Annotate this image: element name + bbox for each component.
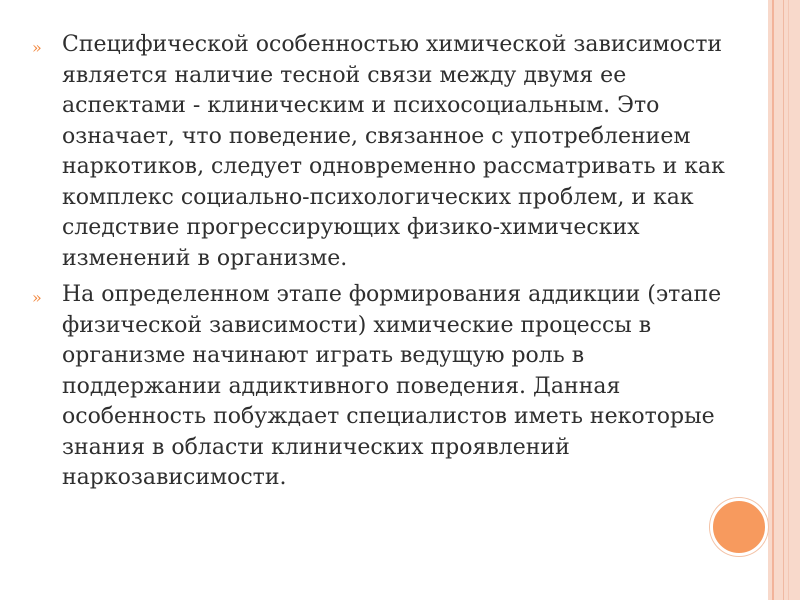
bullet-text: Специфической особенностью химической зависимости является наличие тесной связи между двумя ее аспектами - клиническим и психосоциальным. Это означает, что поведение, связанное с употреблением наркотиков, следует одновременно рассматривать и как комплекс социально-психологических проблем, и как следствие прогрессирующих физико-химических изменений в организме. — [62, 32, 725, 271]
bullet-text: На определенном этапе формирования аддикции (этапе физической зависимости) химические процессы в организме начинают играть ведущую роль в поддержании аддиктивного поведения. Данная особенность побуждает специалистов иметь некоторые знания в области клинических проявлений наркозависимости. — [62, 282, 722, 490]
slide-content — [32, 30, 750, 500]
right-decorative-line — [772, 0, 774, 600]
right-decorative-line — [783, 0, 784, 600]
chevron-right-icon: » — [32, 288, 42, 307]
bullet-item — [32, 280, 750, 494]
decorative-circle — [710, 498, 768, 556]
bullet-item — [32, 30, 750, 274]
chevron-right-icon: » — [32, 38, 42, 57]
right-decorative-line — [788, 0, 789, 600]
